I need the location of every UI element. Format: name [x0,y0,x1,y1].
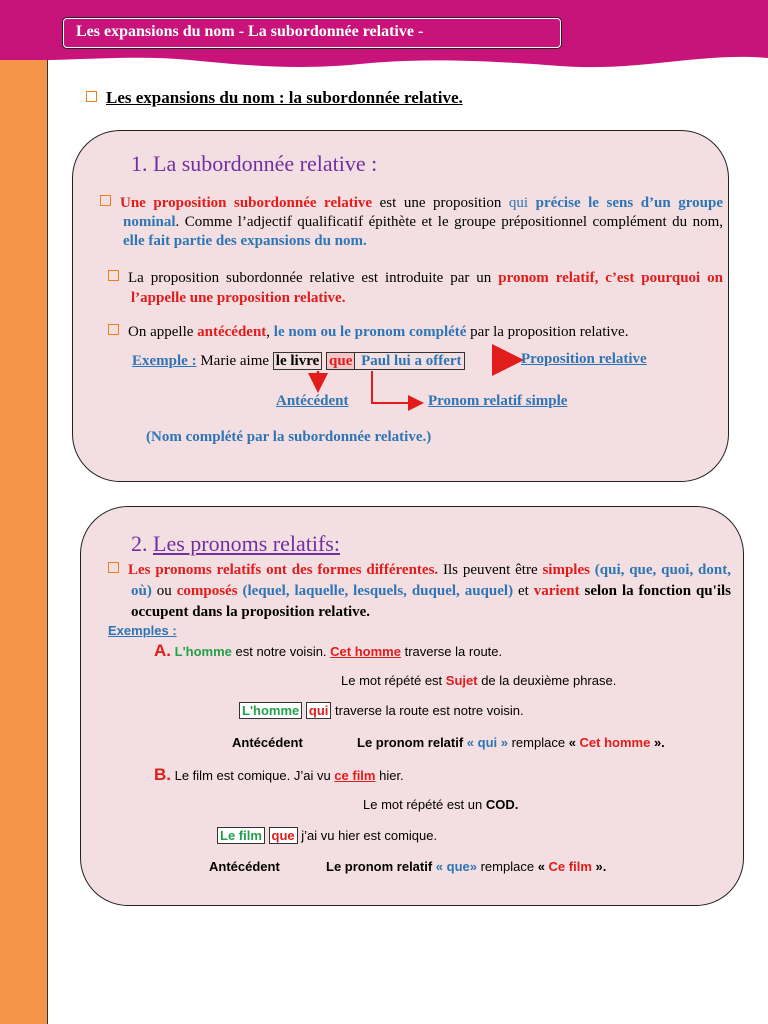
examples-label: Exemples : [108,623,177,638]
example-b-antecedent: Antécédent [209,859,280,874]
pronom-relatif-label: Pronom relatif simple [428,393,568,409]
example-a-joined: L'homme qui traverse la route est notre voisin. [239,703,524,718]
example-a-repeat: Le mot répété est Sujet de la deuxième phrase. [341,673,617,688]
relative-clause: Paul lui a offert [355,352,464,370]
antecedent-label: Antécédent [276,393,349,409]
example-b-pronom: Le pronom relatif « que» remplace « Ce film ». [326,859,607,874]
example-a-pronom: Le pronom relatif « qui » remplace « Cet homme ». [357,735,665,750]
antecedent-word: le livre [273,352,322,370]
section2-p1: Les pronoms relatifs ont des formes différentes. Ils peuvent être simples (qui, que, quoi, dont, où) ou composés (lequel, laquelle, lesquels, duquel, auquel) et varient selon la fonction qu'ils occupent dans la proposition relative. [108,560,731,623]
example-a-antecedent: Antécédent [232,735,303,750]
section1-p2: La proposition subordonnée relative est introduite par un pronom relatif, c’est pourquoi on l’appelle une proposition relative. [108,268,723,308]
section1-example: Exemple : Marie aime le livre que Paul lui a offert [132,351,465,371]
section2-title: 2. Les pronoms relatifs: [131,531,340,556]
proposition-relative-label: Proposition relative [521,351,647,367]
section1-p3: On appelle antécédent, le nom ou le pronom complété par la proposition relative. [108,322,708,342]
header-title: Les expansions du nom - La subordonnée relative - [76,23,424,40]
antecedent-note: (Nom complété par la subordonnée relative.) [146,429,432,445]
section1-title: 1. La subordonnée relative : [131,151,378,176]
checkbox-icon [108,562,119,573]
example-b-joined: Le film que j’ai vu hier est comique. [217,828,437,843]
main-heading: Les expansions du nom : la subordonnée relative. [86,88,463,108]
relative-word: que [326,352,355,370]
example-a-sentence: A. L'homme est notre voisin. Cet homme traverse la route. [154,641,503,660]
checkbox-icon [100,195,111,206]
checkbox-icon [108,324,119,335]
example-b-sentence: B. Le film est comique. J’ai vu ce film hier. [154,765,404,784]
sidebar-strip [0,60,48,1024]
header-title-box [63,18,561,48]
checkbox-icon [108,270,119,281]
checkbox-icon [86,91,97,102]
section1-p1: Une proposition subordonnée relative est une proposition qui précise le sens d’un groupe nominal. Comme l’adjectif qualificatif épithète et le groupe prépositionnel complément du nom, elle fait partie des expansions du nom. [100,194,723,251]
example-b-repeat: Le mot répété est un COD. [363,797,519,812]
